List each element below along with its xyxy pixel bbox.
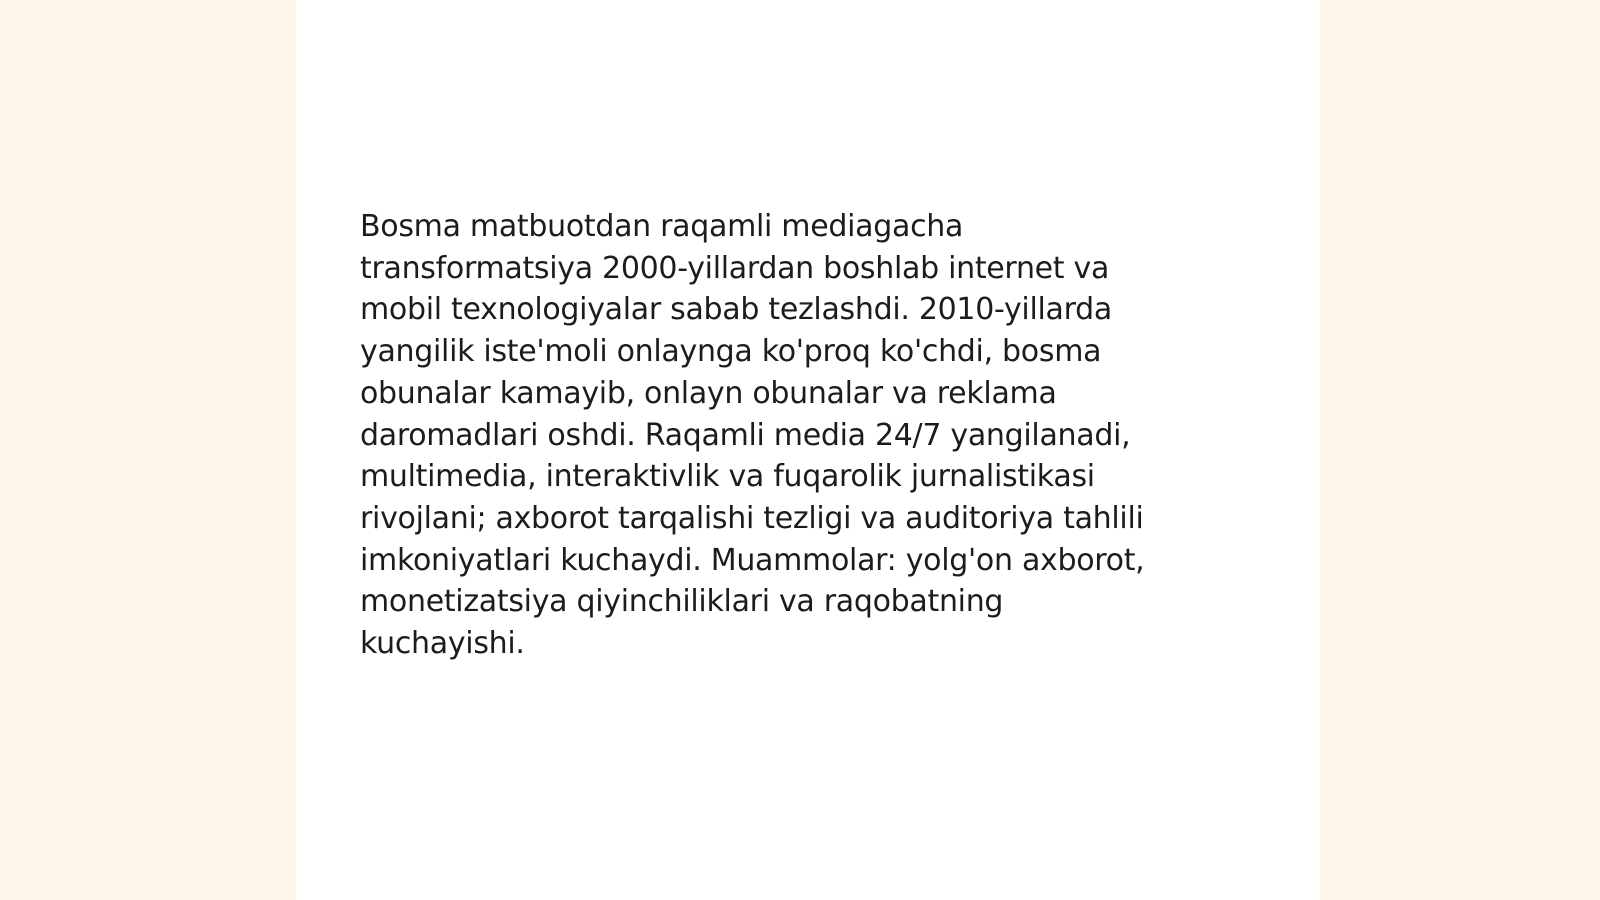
slide-body-text: Bosma matbuotdan raqamli mediagacha transformatsiya 2000-yillardan boshlab internet va mobil texnologiyalar sabab tezlashdi. 2010-yillarda yangilik iste'moli onlaynga ko'proq ko'chdi, bosma obunalar kamayib, onlayn obunalar va reklama daromadlari oshdi. Raqamli media 24/7 yangilanadi, multimedia, interaktivlik va fuqarolik jurnalistikasi rivojlani; axborot tarqalishi tezligi va auditoriya tahlili imkoniyatlari kuchaydi. Muammolar: yolg'on axborot, monetizatsiya qiyinchiliklari va raqobatning kuchayishi. — [360, 209, 1145, 662]
slide-page — [296, 0, 1320, 900]
